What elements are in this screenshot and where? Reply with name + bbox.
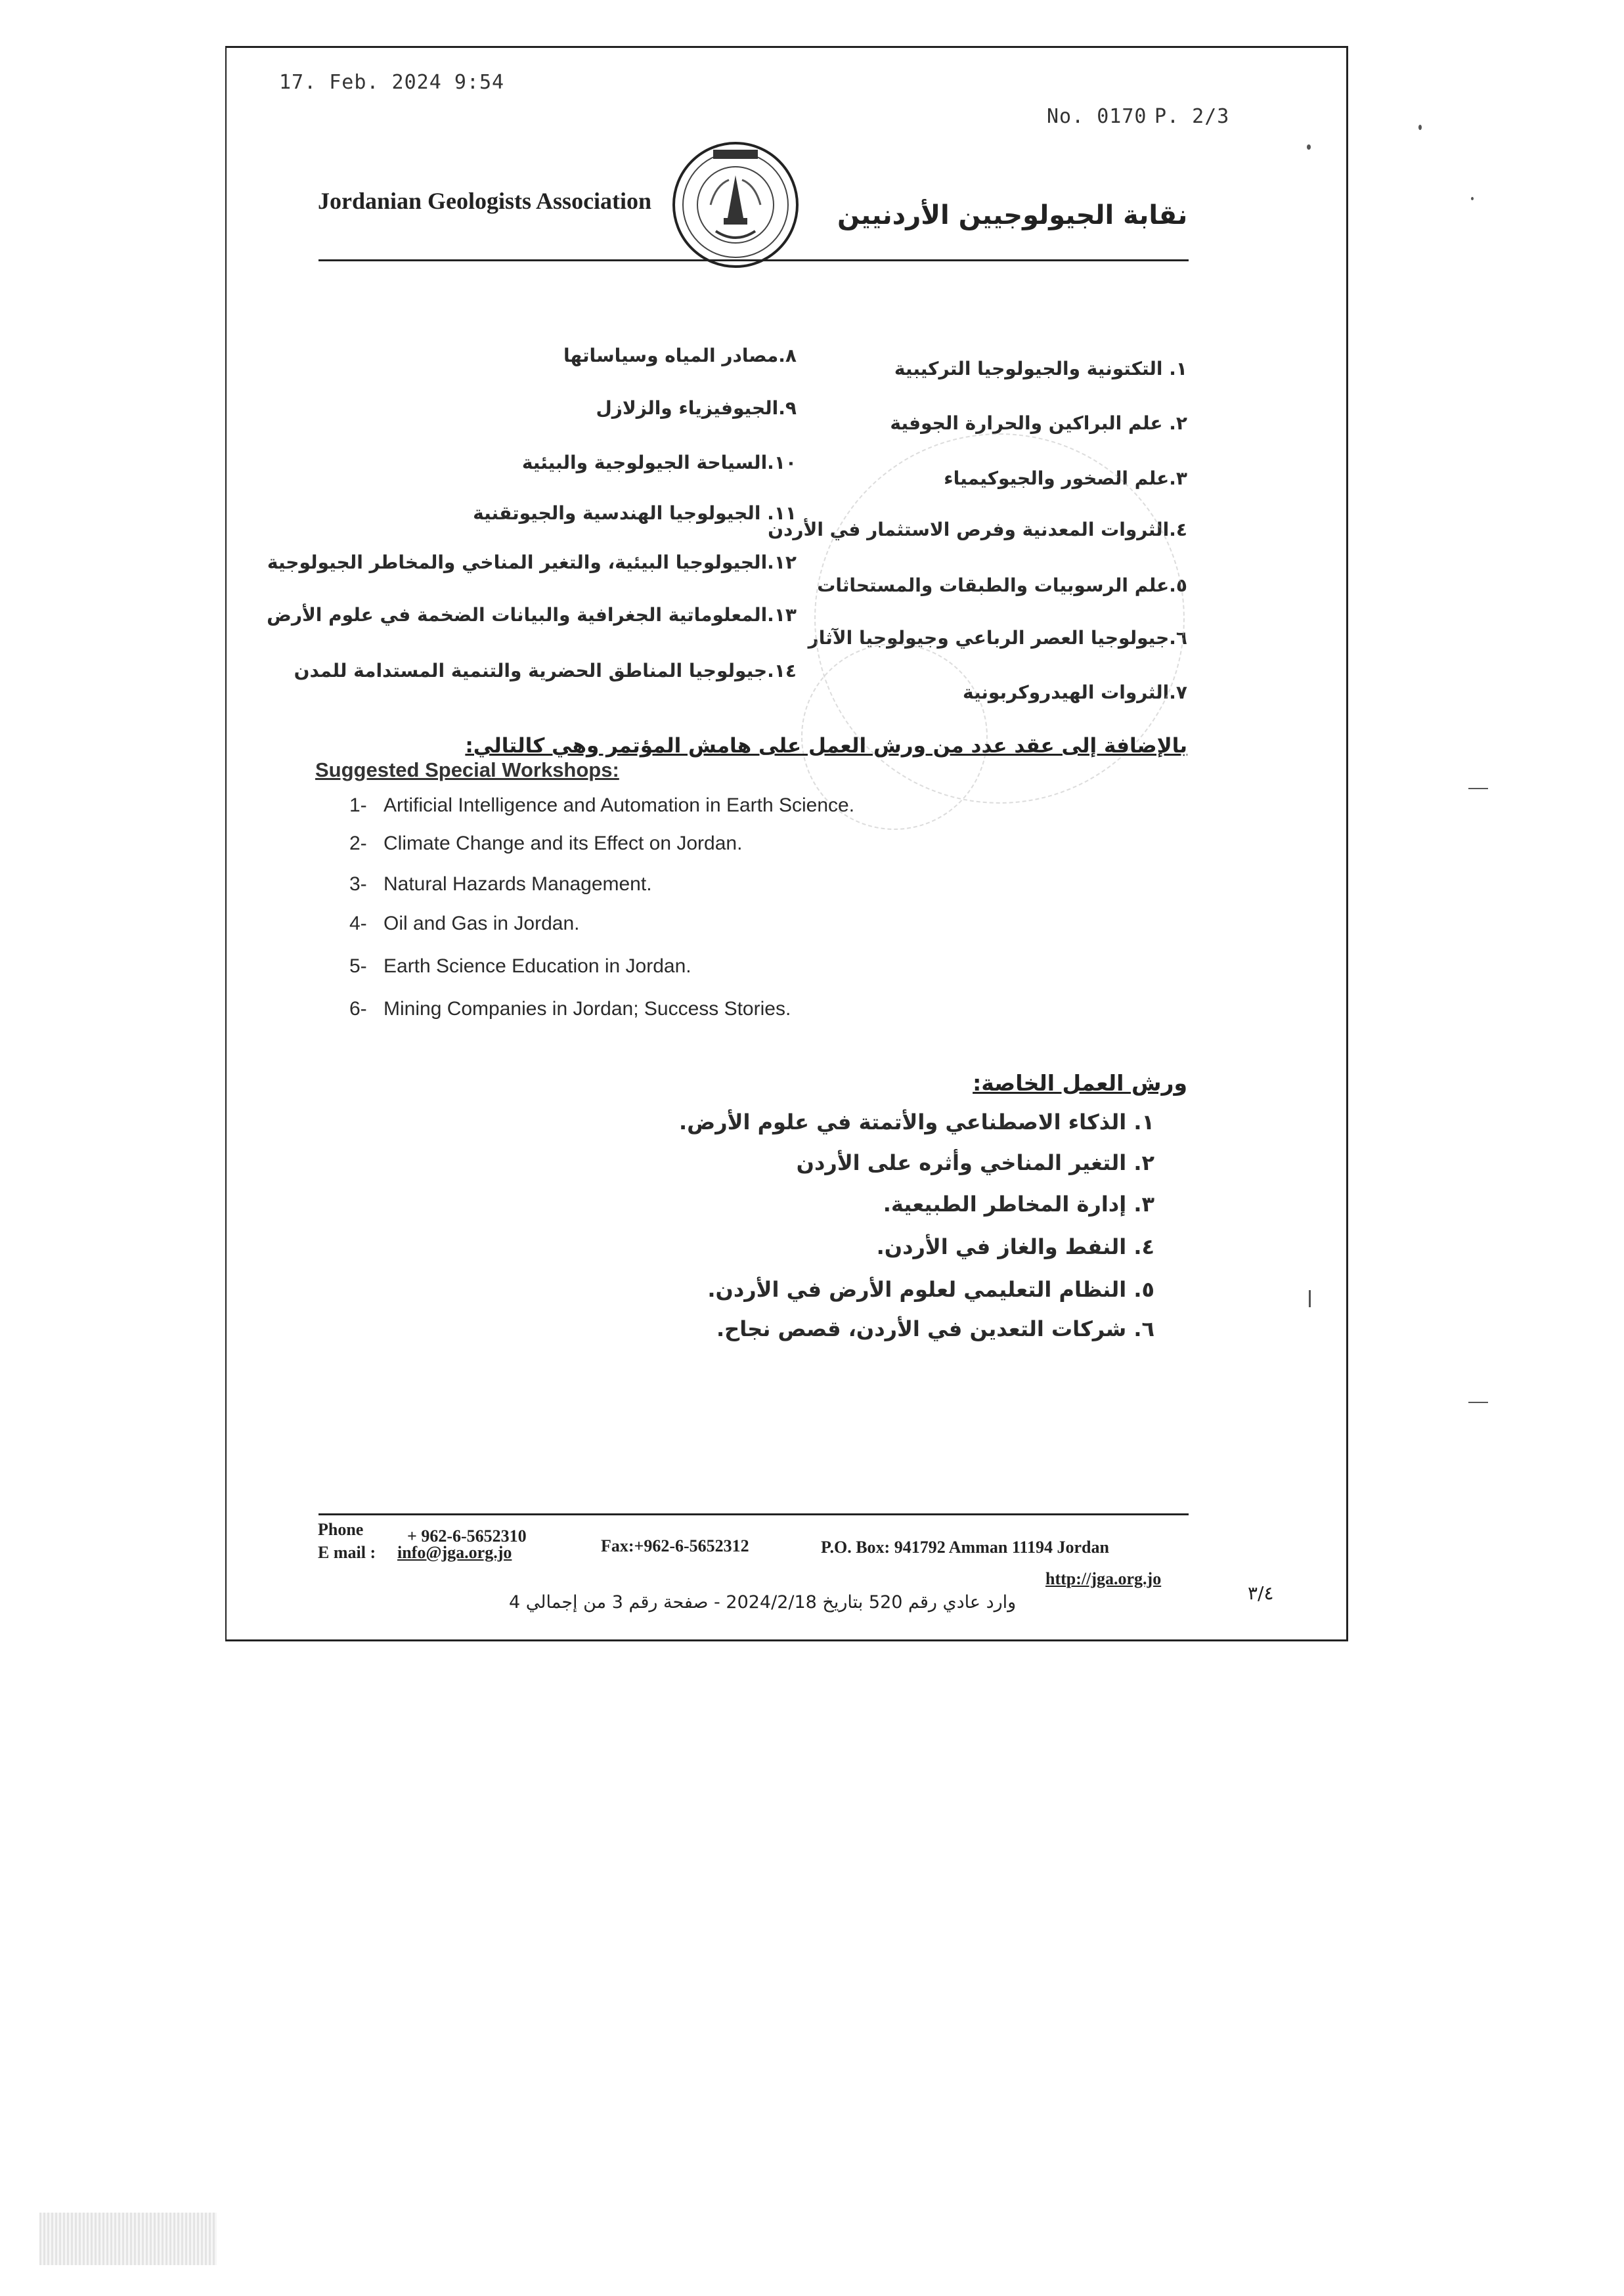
list-item: 1- Artificial Intelligence and Automation in Earth Science.	[349, 794, 855, 816]
website-link[interactable]: http://jga.org.jo	[1045, 1569, 1162, 1588]
list-item: ٧.الثروات الهيدروكربونية	[963, 682, 1187, 703]
list-item: ١١. الجيولوجيا الهندسية والجيوتقنية	[473, 502, 797, 524]
list-item: ١٢.الجيولوجيا البيئية، والتغير المناخي والمخاطر الجيولوجية	[267, 552, 797, 573]
workshops-intro-arabic: بالإضافة إلى عقد عدد من ورش العمل على هامش المؤتمر وهي كالتالي:	[465, 734, 1187, 758]
association-seal-icon	[670, 139, 801, 271]
list-item: 4- Oil and Gas in Jordan.	[349, 913, 580, 934]
list-item: ٦.جيولوجيا العصر الرباعي وجيولوجيا الآثار	[808, 627, 1187, 649]
scan-speck	[1471, 197, 1474, 200]
org-name-arabic: نقابة الجيولوجيين الأردنيين	[837, 200, 1188, 230]
scan-speck	[1307, 144, 1311, 150]
list-item: ١٣.المعلوماتية الجغرافية والبيانات الضخمة في علوم الأرض	[267, 604, 797, 626]
phone-value: + 962-6-5652310	[407, 1527, 527, 1546]
list-item: 6- Mining Companies in Jordan; Success Stories.	[349, 998, 791, 1020]
fax-page: P. 2/3	[1154, 105, 1230, 128]
list-item: 5- Earth Science Education in Jordan.	[349, 955, 691, 977]
received-note: وارد عادي رقم 520 بتاريخ 2024/2/18 - صفحة رقم 3 من إجمالي 4	[509, 1592, 1017, 1613]
margin-note: ٣/٤	[1248, 1582, 1274, 1604]
header-divider	[318, 259, 1189, 261]
list-item: ١٠.السياحة الجيولوجية والبيئية	[521, 452, 797, 473]
list-item: ٤. النفط والغاز في الأردن.	[876, 1234, 1154, 1259]
org-name-english: Jordanian Geologists Association	[318, 188, 652, 214]
fax-value: Fax:+962-6-5652312	[601, 1536, 749, 1555]
email-link[interactable]: info@jga.org.jo	[397, 1543, 512, 1562]
list-item: ٣.علم الصخور والجيوكيمياء	[944, 467, 1187, 489]
list-item: ١. التكتونية والجيولوجيا التركيبية	[894, 358, 1187, 379]
list-item: ٥.علم الرسوبيات والطبقات والمستحاثات	[817, 574, 1187, 596]
scan-speck	[1468, 788, 1488, 789]
scan-speck	[1468, 1402, 1488, 1403]
workshops-heading-arabic: ورش العمل الخاصة:	[973, 1070, 1187, 1096]
footer-divider	[318, 1513, 1189, 1515]
workshops-heading-english: Suggested Special Workshops:	[315, 758, 619, 781]
list-item: ٢. التغير المناخي وأثره على الأردن	[796, 1150, 1154, 1175]
email-label: E mail :	[318, 1543, 376, 1562]
scan-speck	[1418, 125, 1422, 130]
list-item: 3- Natural Hazards Management.	[349, 873, 652, 895]
list-item: ٤.الثروات المعدنية وفرص الاستثمار في الأردن	[768, 519, 1187, 540]
list-item: ٩.الجيوفيزياء والزلازل	[596, 397, 797, 419]
list-item: ١. الذكاء الاصطناعي والأتمتة في علوم الأرض.	[679, 1110, 1154, 1135]
list-item: ٨.مصادر المياه وسياساتها	[563, 345, 797, 366]
list-item: ٣. إدارة المخاطر الطبيعية.	[883, 1192, 1154, 1217]
list-item: 2- Climate Change and its Effect on Jordan.	[349, 833, 743, 854]
fax-datetime: 17. Feb. 2024 9:54	[279, 71, 505, 94]
scan-speck	[1309, 1290, 1311, 1307]
po-box-address: P.O. Box: 941792 Amman 11194 Jordan	[821, 1538, 1109, 1557]
list-item: ٦. شركات التعدين في الأردن، قصص نجاح.	[716, 1316, 1154, 1341]
list-item: ٢. علم البراكين والحرارة الجوفية	[890, 412, 1187, 434]
phone-label: Phone	[318, 1520, 364, 1539]
fax-number: No. 0170	[1047, 105, 1147, 128]
list-item: ١٤.جيولوجيا المناطق الحضرية والتنمية المستدامة للمدن	[294, 660, 797, 682]
list-item: ٥. النظام التعليمي لعلوم الأرض في الأردن.	[707, 1277, 1154, 1302]
scan-artifact	[39, 2213, 217, 2265]
